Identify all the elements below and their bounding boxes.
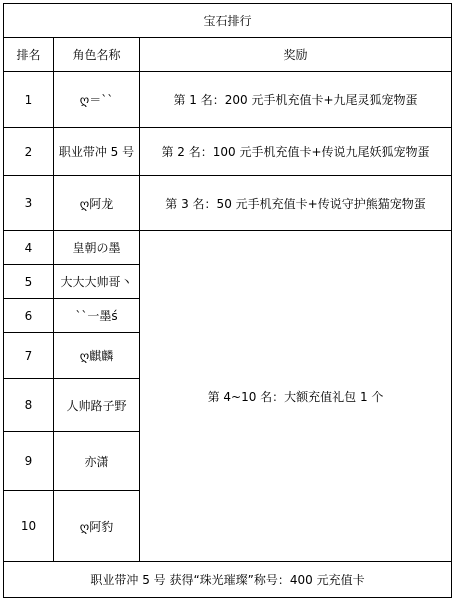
name-cell: 职业带冲 5 号 (54, 128, 140, 176)
rank-cell: 2 (4, 128, 54, 176)
table-row (4, 231, 452, 265)
header-row (4, 38, 452, 72)
name-cell: ღ＝`` (54, 72, 140, 128)
table-row (4, 176, 452, 231)
name-cell: ღ麒麟 (54, 333, 140, 379)
header-reward: 奖励 (140, 38, 452, 72)
name-cell: 人帅路子野 (54, 379, 140, 432)
footer-note: 职业带冲 5 号 获得“珠光璀璨”称号：400 元充值卡 (4, 562, 452, 598)
rank-cell: 3 (4, 176, 54, 231)
table-title: 宝石排行 (4, 4, 452, 38)
rank-cell: 5 (4, 265, 54, 299)
group-reward-cell: 第 4~10 名：大额充值礼包 1 个 (140, 231, 452, 562)
reward-cell: 第 1 名：200 元手机充值卡+九尾灵狐宠物蛋 (140, 72, 452, 128)
gem-ranking-table (3, 3, 452, 598)
rank-cell: 9 (4, 432, 54, 491)
reward-cell: 第 3 名：50 元手机充值卡+传说守护熊猫宠物蛋 (140, 176, 452, 231)
header-name: 角色名称 (54, 38, 140, 72)
rank-cell: 1 (4, 72, 54, 128)
rank-cell: 8 (4, 379, 54, 432)
reward-cell: 第 2 名：100 元手机充值卡+传说九尾妖狐宠物蛋 (140, 128, 452, 176)
rank-cell: 7 (4, 333, 54, 379)
table-row (4, 128, 452, 176)
table-row (4, 72, 452, 128)
name-cell: ``一墨ś (54, 299, 140, 333)
name-cell: 大大大帅哥丶 (54, 265, 140, 299)
header-rank: 排名 (4, 38, 54, 72)
footer-row (4, 562, 452, 598)
name-cell: ღ阿龙 (54, 176, 140, 231)
rank-cell: 6 (4, 299, 54, 333)
name-cell: 亦潇 (54, 432, 140, 491)
name-cell: ღ阿豹 (54, 491, 140, 562)
name-cell: 皇朝の墨 (54, 231, 140, 265)
rank-cell: 4 (4, 231, 54, 265)
rank-cell: 10 (4, 491, 54, 562)
title-row (4, 4, 452, 38)
